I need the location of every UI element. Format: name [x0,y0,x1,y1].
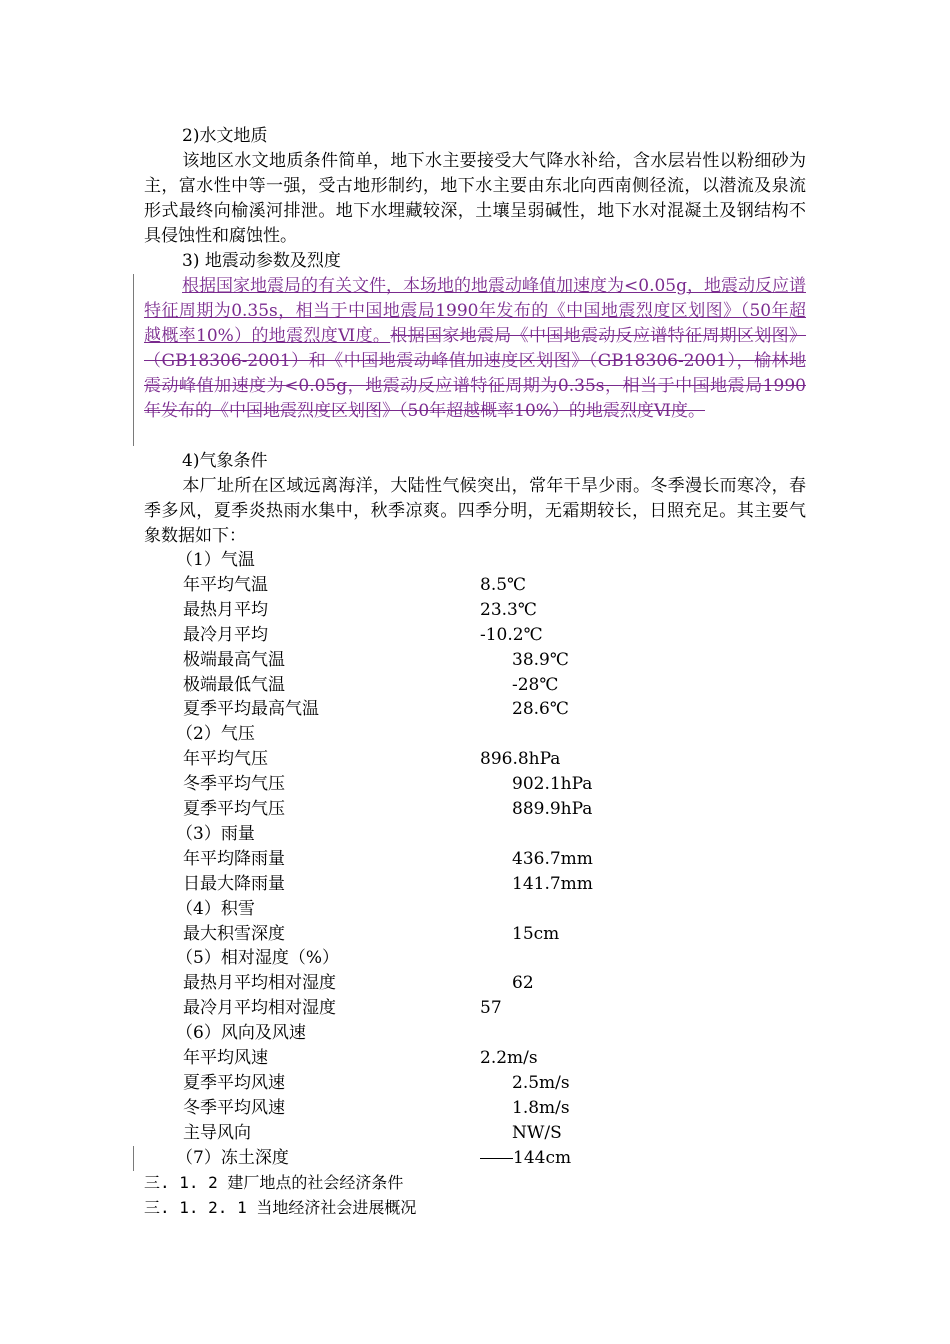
climate-item-value: 436.7mm [512,849,593,869]
hydro-text: 该地区水文地质条件简单，地下水主要接受大气降水补给，含水层岩性以粉细砂为主，富水性中等一强，受古地形制约，地下水主要由东北向西南侧径流，以潜流及泉流形式最终向榆溪河排泄。地下水埋藏较深，土壤呈弱碱性，地下水对混凝土及钢结构不具侵蚀性和腐蚀性。 [144,151,806,246]
hydro-heading: 2)水文地质 [182,126,268,146]
hydro-paragraph [144,149,806,249]
seismic-deleted-text: 根据国家地震局《中国地震动反应谱特征周期区划图》（GB18306-2001）和《中国地震动峰值加速度区划图》（GB18306-2001），榆林地震动峰值加速度为<0.05g，地震动反应谱特征周期为0.35s，相当于中国地震局1990年发布的《中国地震烈度区划图》（50年超越概率10%）的地震烈度Ⅵ度。 [144,326,807,421]
climate-paragraph [144,474,806,549]
seismic-paragraph [144,274,806,424]
climate-item-value: 1.8m/s [512,1098,570,1118]
climate-subheading: （1）气温 [176,550,255,570]
climate-item-label: 最热月平均相对湿度 [183,973,336,993]
climate-item-label: 年平均降雨量 [183,849,285,869]
climate-subheading: （2）气压 [176,724,255,744]
climate-subheading: （5）相对湿度（%） [176,948,339,968]
dash-line [480,1158,513,1159]
climate-item-value: 2.5m/s [512,1073,570,1093]
climate-item-label: 极端最高气温 [183,650,285,670]
climate-text: 本厂址所在区域远离海洋，大陆性气候突出，常年干旱少雨。冬季漫长而寒冷，春季多风，夏季炎热雨水集中，秋季凉爽。四季分明，无霜期较长，日照充足。其主要气象数据如下： [144,476,806,546]
climate-item-label: 极端最低气温 [183,675,285,695]
climate-item-value: 57 [480,998,502,1018]
climate-item-value: 141.7mm [512,874,593,894]
climate-item-value: 62 [512,973,534,993]
climate-item-label: 最冷月平均 [183,625,268,645]
climate-item-value: 28.6℃ [512,699,569,719]
section-heading-overview: 三. 1. 2. 1 当地经济社会进展概况 [144,1198,417,1217]
climate-item-value: NW/S [512,1123,562,1143]
climate-item-label: 日最大降雨量 [183,874,285,894]
climate-item-value-text: 144cm [513,1148,572,1168]
climate-item-value: 8.5℃ [480,575,527,595]
climate-subheading: （6）风向及风速 [176,1023,306,1043]
climate-item-label: 冬季平均风速 [183,1098,285,1118]
climate-item-value: 23.3℃ [480,600,537,620]
climate-item-label: 最热月平均 [183,600,268,620]
seismic-heading: 3) 地震动参数及烈度 [182,251,341,271]
climate-item-label: 年平均气温 [183,575,268,595]
climate-item-value: 889.9hPa [512,799,593,819]
climate-item-label: 冬季平均气压 [183,774,285,794]
climate-item-label: 夏季平均最高气温 [183,699,319,719]
climate-item-value: 2.2m/s [480,1048,538,1068]
climate-item-value: 896.8hPa [480,749,561,769]
revision-bar-2 [133,1146,134,1171]
climate-item-value: -10.2℃ [480,625,543,645]
climate-item-value: -28℃ [512,675,559,695]
climate-subheading: （7）冻土深度 [176,1148,289,1168]
climate-subheading: （4）积雪 [176,899,255,919]
section-heading-social: 三. 1. 2 建厂地点的社会经济条件 [144,1173,404,1192]
climate-item-label: 夏季平均风速 [183,1073,285,1093]
climate-item-value: 38.9℃ [512,650,569,670]
climate-item-label: 年平均气压 [183,749,268,769]
climate-item-label: 最大积雪深度 [183,924,285,944]
seismic-inserted-text: 根据国家地震局的有关文件，本场地的地震动峰值加速度为<0.05g，地震动反应谱特征周期为0.35s，相当于中国地震局1990年发布的《中国地震烈度区划图》（50年超越概率10%）的地震烈度Ⅵ度。 [144,276,806,346]
climate-item-label: 主导风向 [183,1123,251,1143]
climate-item-label: 夏季平均气压 [183,799,285,819]
climate-item-value [480,1146,571,1171]
climate-heading: 4)气象条件 [182,451,268,471]
climate-item-label: 最冷月平均相对湿度 [183,998,336,1018]
climate-item-value: 15cm [512,924,560,944]
climate-item-label: 年平均风速 [183,1048,268,1068]
climate-subheading: （3）雨量 [176,824,255,844]
revision-bar [133,274,134,446]
climate-item-value: 902.1hPa [512,774,593,794]
